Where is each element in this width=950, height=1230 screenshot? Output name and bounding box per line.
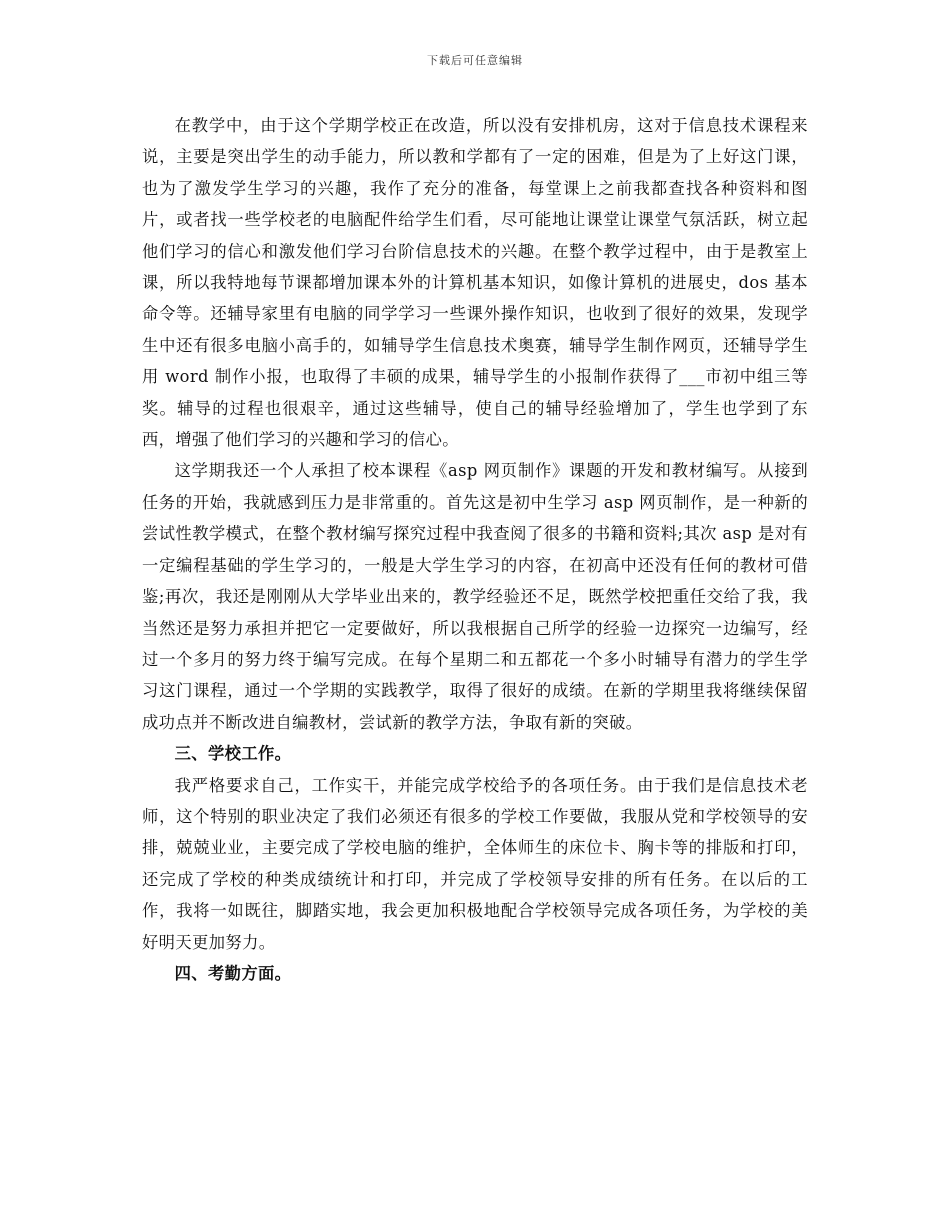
paragraph-teaching xyxy=(142,110,808,455)
page-header: 下载后可任意编辑 xyxy=(427,54,523,67)
document-body xyxy=(142,110,808,989)
fill-in-blank: ___ xyxy=(679,367,705,387)
section-heading-school-work: 三、学校工作。 xyxy=(174,744,292,764)
paragraph-teaching-tail: 市初中组三等奖。辅导的过程也很艰辛，通过这些辅导，使自己的辅导经验增加了，学生也学到了东西，增强了他们学习的兴趣和学习的信心。 xyxy=(142,367,808,450)
paragraph-course-development: 这学期我还一个人承担了校本课程《asp 网页制作》课题的开发和教材编写。从接到任务的开始，我就感到压力是非常重的。首先这是初中生学习 asp 网页制作，是一种新的尝试性教学模式，在整个教材编写探究过程中我查阅了很多的书籍和资料;其次 asp 是对有一定编程基础的学生学习的，一般是大学生学习的内容，在初高中还没有任何的教材可借鉴;再次，我还是刚刚从大学毕业出来的，教学经验还不足，既然学校把重任交给了我，我当然还是努力承担并把它一定要做好，所以我根据自己所学的经验一边探究一边编写，经过一个多月的努力终于编写完成。在每个星期二和五都花一个多小时辅导有潜力的学生学习这门课程，通过一个学期的实践教学，取得了很好的成绩。在新的学期里我将继续保留成功点并不断改进自编教材，尝试新的教学方法，争取有新的突破。 xyxy=(142,461,808,732)
paragraph-school-work: 我严格要求自己，工作实干，并能完成学校给予的各项任务。由于我们是信息技术老师，这个特别的职业决定了我们必须还有很多的学校工作要做，我服从党和学校领导的安排，兢兢业业，主要完成了学校电脑的维护，全体师生的床位卡、胸卡等的排版和打印，还完成了学校的种类成绩统计和打印，并完成了学校领导安排的所有任务。在以后的工作，我将一如既往，脚踏实地，我会更加积极地配合学校领导完成各项任务，为学校的美好明天更加努力。 xyxy=(142,775,808,952)
section-heading-attendance: 四、考勤方面。 xyxy=(174,963,292,983)
paragraph-teaching-text: 在教学中，由于这个学期学校正在改造，所以没有安排机房，这对于信息技术课程来说，主要是突出学生的动手能力，所以教和学都有了一定的困难，但是为了上好这门课，也为了激发学生学习的兴趣，我作了充分的准备，每堂课上之前我都查找各种资料和图片，或者找一些学校老的电脑配件给学生们看，尽可能地让课堂让课堂气氛活跃，树立起他们学习的信心和激发他们学习台阶信息技术的兴趣。在整个教学过程中，由于是教室上课，所以我特地每节课都增加课本外的计算机基本知识，如像计算机的进展史，dos 基本命令等。还辅导家里有电脑的同学学习一些课外操作知识，也收到了很好的效果，发现学生中还有很多电脑小高手的，如辅导学生信息技术奥赛，辅导学生制作网页，还辅导学生用 word 制作小报，也取得了丰硕的成果，辅导学生的小报制作获得了 xyxy=(142,116,808,387)
